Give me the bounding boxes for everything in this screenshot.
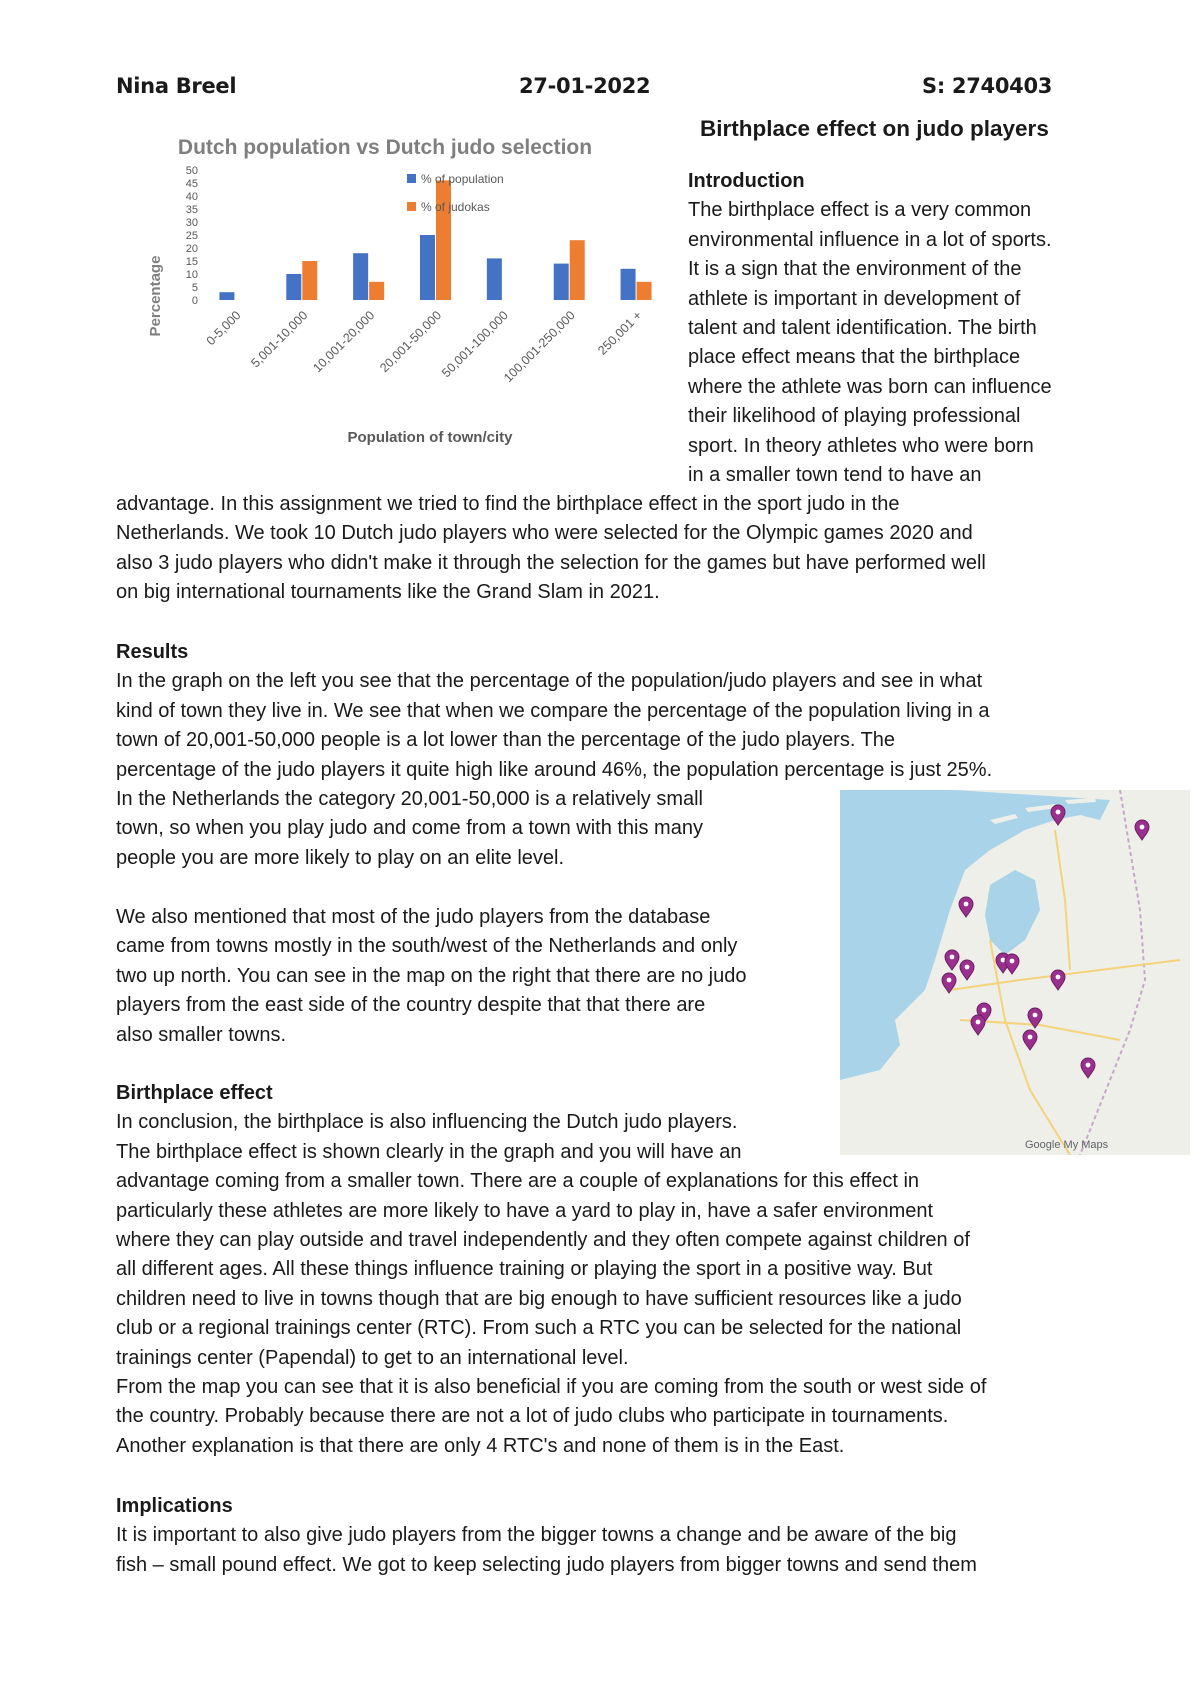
results-line: percentage of the judo players it quite high like around 46%, the population percentage is just 25%. [116, 758, 993, 781]
chart-y-axis-label: Percentage [147, 255, 164, 337]
chart-title: Dutch population vs Dutch judo selection [177, 136, 593, 159]
bar-judokas [302, 261, 317, 300]
map-marker-dot [1033, 1013, 1038, 1018]
bar-judokas [637, 282, 652, 300]
y-tick-label: 50 [185, 165, 198, 177]
y-tick-label: 20 [185, 243, 198, 255]
birthplace-line: the country. Probably because there are not a lot of judo clubs who participate in tournaments. [116, 1405, 949, 1428]
netherlands-map [840, 790, 1190, 1155]
results-line: came from towns mostly in the south/west of the Netherlands and only [116, 935, 738, 958]
results-paragraph-2 [116, 903, 746, 1050]
map-marker-dot [1056, 975, 1061, 980]
bar-judokas [369, 282, 384, 300]
birthplace-line: club or a regional trainings center (RTC). From such a RTC you can be selected for the national [116, 1317, 962, 1340]
intro-section [688, 167, 1052, 490]
map-marker-dot [1028, 1035, 1033, 1040]
implications-line: It is important to also give judo players from the bigger towns a change and be aware of the big [116, 1524, 957, 1547]
results-line: also smaller towns. [116, 1023, 287, 1046]
intro-line: sport. In theory athletes who were born [688, 434, 1034, 457]
map-attribution: Google My Maps [1025, 1139, 1109, 1151]
y-tick-label: 5 [191, 282, 198, 294]
birthplace-line: In conclusion, the birthplace is also influencing the Dutch judo players. [116, 1111, 738, 1134]
legend-label: % of judokas [421, 200, 490, 214]
intro-line: environmental influence in a lot of sports. [688, 228, 1052, 251]
chart-x-axis-label: Population of town/city [347, 429, 513, 446]
y-tick-label: 25 [185, 230, 198, 242]
y-tick-label: 30 [185, 217, 198, 229]
intro-line: in a smaller town tend to have an [688, 464, 982, 487]
intro-continuation [116, 490, 986, 608]
intro-line: on big international tournaments like the Grand Slam in 2021. [116, 581, 660, 604]
bar-population [554, 264, 569, 300]
birthplace-line: Another explanation is that there are only 4 RTC's and none of them is in the East. [116, 1434, 845, 1457]
map-svg [840, 790, 1190, 1155]
map-marker-dot [950, 955, 955, 960]
map-marker-dot [965, 965, 970, 970]
birthplace-line: advantage coming from a smaller town. There are a couple of explanations for this effect in [116, 1170, 920, 1193]
map-marker-dot [976, 1020, 981, 1025]
map-marker-dot [1010, 959, 1015, 964]
map-marker-dot [1140, 825, 1145, 830]
y-tick-label: 10 [185, 269, 198, 281]
intro-line: talent and talent identification. The birth [688, 317, 1037, 340]
bar-population [487, 258, 502, 300]
birthplace-line: particularly these athletes are more likely to have a yard to play in, have a safer environment [116, 1199, 934, 1222]
x-tick-label: 100,001-250,000 [501, 308, 578, 385]
birthplace-line: The birthplace effect is shown clearly in the graph and you will have an [116, 1140, 742, 1163]
map-marker-dot [1086, 1063, 1091, 1068]
intro-heading: Introduction [688, 170, 805, 192]
document-date: 27-01-2022 [519, 74, 651, 98]
x-tick-label: 10,001-20,000 [310, 308, 378, 376]
implications-line: fish – small pound effect. We got to keep selecting judo players from bigger towns and send them [116, 1553, 977, 1576]
results-heading: Results [116, 641, 189, 663]
map-marker-dot [964, 902, 969, 907]
results-line: In the graph on the left you see that the percentage of the population/judo players and see in what [116, 670, 983, 693]
intro-line: place effect means that the birthplace [688, 346, 1021, 369]
intro-line: also 3 judo players who didn't make it through the selection for the games but have performed well [116, 551, 986, 574]
results-line: two up north. You can see in the map on the right that there are no judo [116, 964, 747, 987]
student-number: S: 2740403 [922, 74, 1053, 98]
intro-line: where the athlete was born can influence [688, 375, 1052, 398]
intro-line: The birthplace effect is a very common [688, 199, 1032, 222]
results-line: We also mentioned that most of the judo players from the database [116, 906, 711, 928]
map-marker-dot [947, 978, 952, 983]
y-tick-label: 40 [185, 191, 198, 203]
x-tick-label: 250,001 + [595, 308, 645, 358]
x-tick-label: 50,001-100,000 [439, 308, 511, 381]
bar-chart [140, 126, 680, 456]
birthplace-line: all different ages. All these things influence training or playing the sport in a positive way. But [116, 1258, 933, 1281]
bar-judokas [570, 240, 585, 300]
intro-line: advantage. In this assignment we tried to find the birthplace effect in the sport judo in the [116, 493, 900, 515]
y-tick-label: 45 [185, 178, 198, 190]
birthplace-heading: Birthplace effect [116, 1082, 273, 1104]
bar-population [219, 292, 234, 300]
intro-line: athlete is important in development of [688, 287, 1021, 310]
birthplace-line: From the map you can see that it is also beneficial if you are coming from the south or west side of [116, 1376, 987, 1399]
bar-population [420, 235, 435, 300]
results-line: town of 20,001-50,000 people is a lot lower than the percentage of the judo players. The [116, 729, 896, 752]
y-tick-label: 15 [185, 256, 198, 268]
birthplace-line: where they can play outside and travel independently and they often compete against children of [116, 1229, 970, 1252]
bar-population [286, 274, 301, 300]
map-marker-dot [1056, 810, 1061, 815]
map-marker-dot [982, 1008, 987, 1013]
x-tick-label: 0-5,000 [203, 308, 244, 349]
results-line: kind of town they live in. We see that when we compare the percentage of the population living in a [116, 699, 990, 722]
bar-judokas [436, 180, 451, 300]
legend-label: % of population [421, 172, 504, 186]
legend-swatch [407, 202, 416, 211]
intro-line: Netherlands. We took 10 Dutch judo players who were selected for the Olympic games 2020 and [116, 522, 973, 545]
results-line: people you are more likely to play on an elite level. [116, 846, 565, 869]
x-tick-label: 20,001-50,000 [377, 308, 445, 376]
x-tick-label: 5,001-10,000 [248, 308, 311, 371]
y-tick-label: 35 [185, 204, 198, 216]
bar-population [353, 253, 368, 300]
intro-line: It is a sign that the environment of the [688, 258, 1022, 281]
document-title: Birthplace effect on judo players [700, 116, 1049, 141]
implications-heading: Implications [116, 1495, 233, 1517]
results-line: town, so when you play judo and come from a town with this many [116, 817, 703, 840]
legend-swatch [407, 174, 416, 183]
birthplace-line: children need to live in towns though that are big enough to have sufficient resources like a judo [116, 1287, 962, 1310]
results-line: players from the east side of the country despite that that there are [116, 994, 706, 1017]
results-line: In the Netherlands the category 20,001-50,000 is a relatively small [116, 788, 704, 811]
bar-population [621, 269, 636, 300]
birthplace-line: trainings center (Papendal) to get to an international level. [116, 1346, 629, 1369]
chart-svg [140, 126, 680, 456]
intro-line: their likelihood of playing professional [688, 405, 1021, 428]
implications-section [116, 1492, 977, 1580]
author-name: Nina Breel [116, 74, 237, 98]
y-tick-label: 0 [191, 295, 198, 307]
